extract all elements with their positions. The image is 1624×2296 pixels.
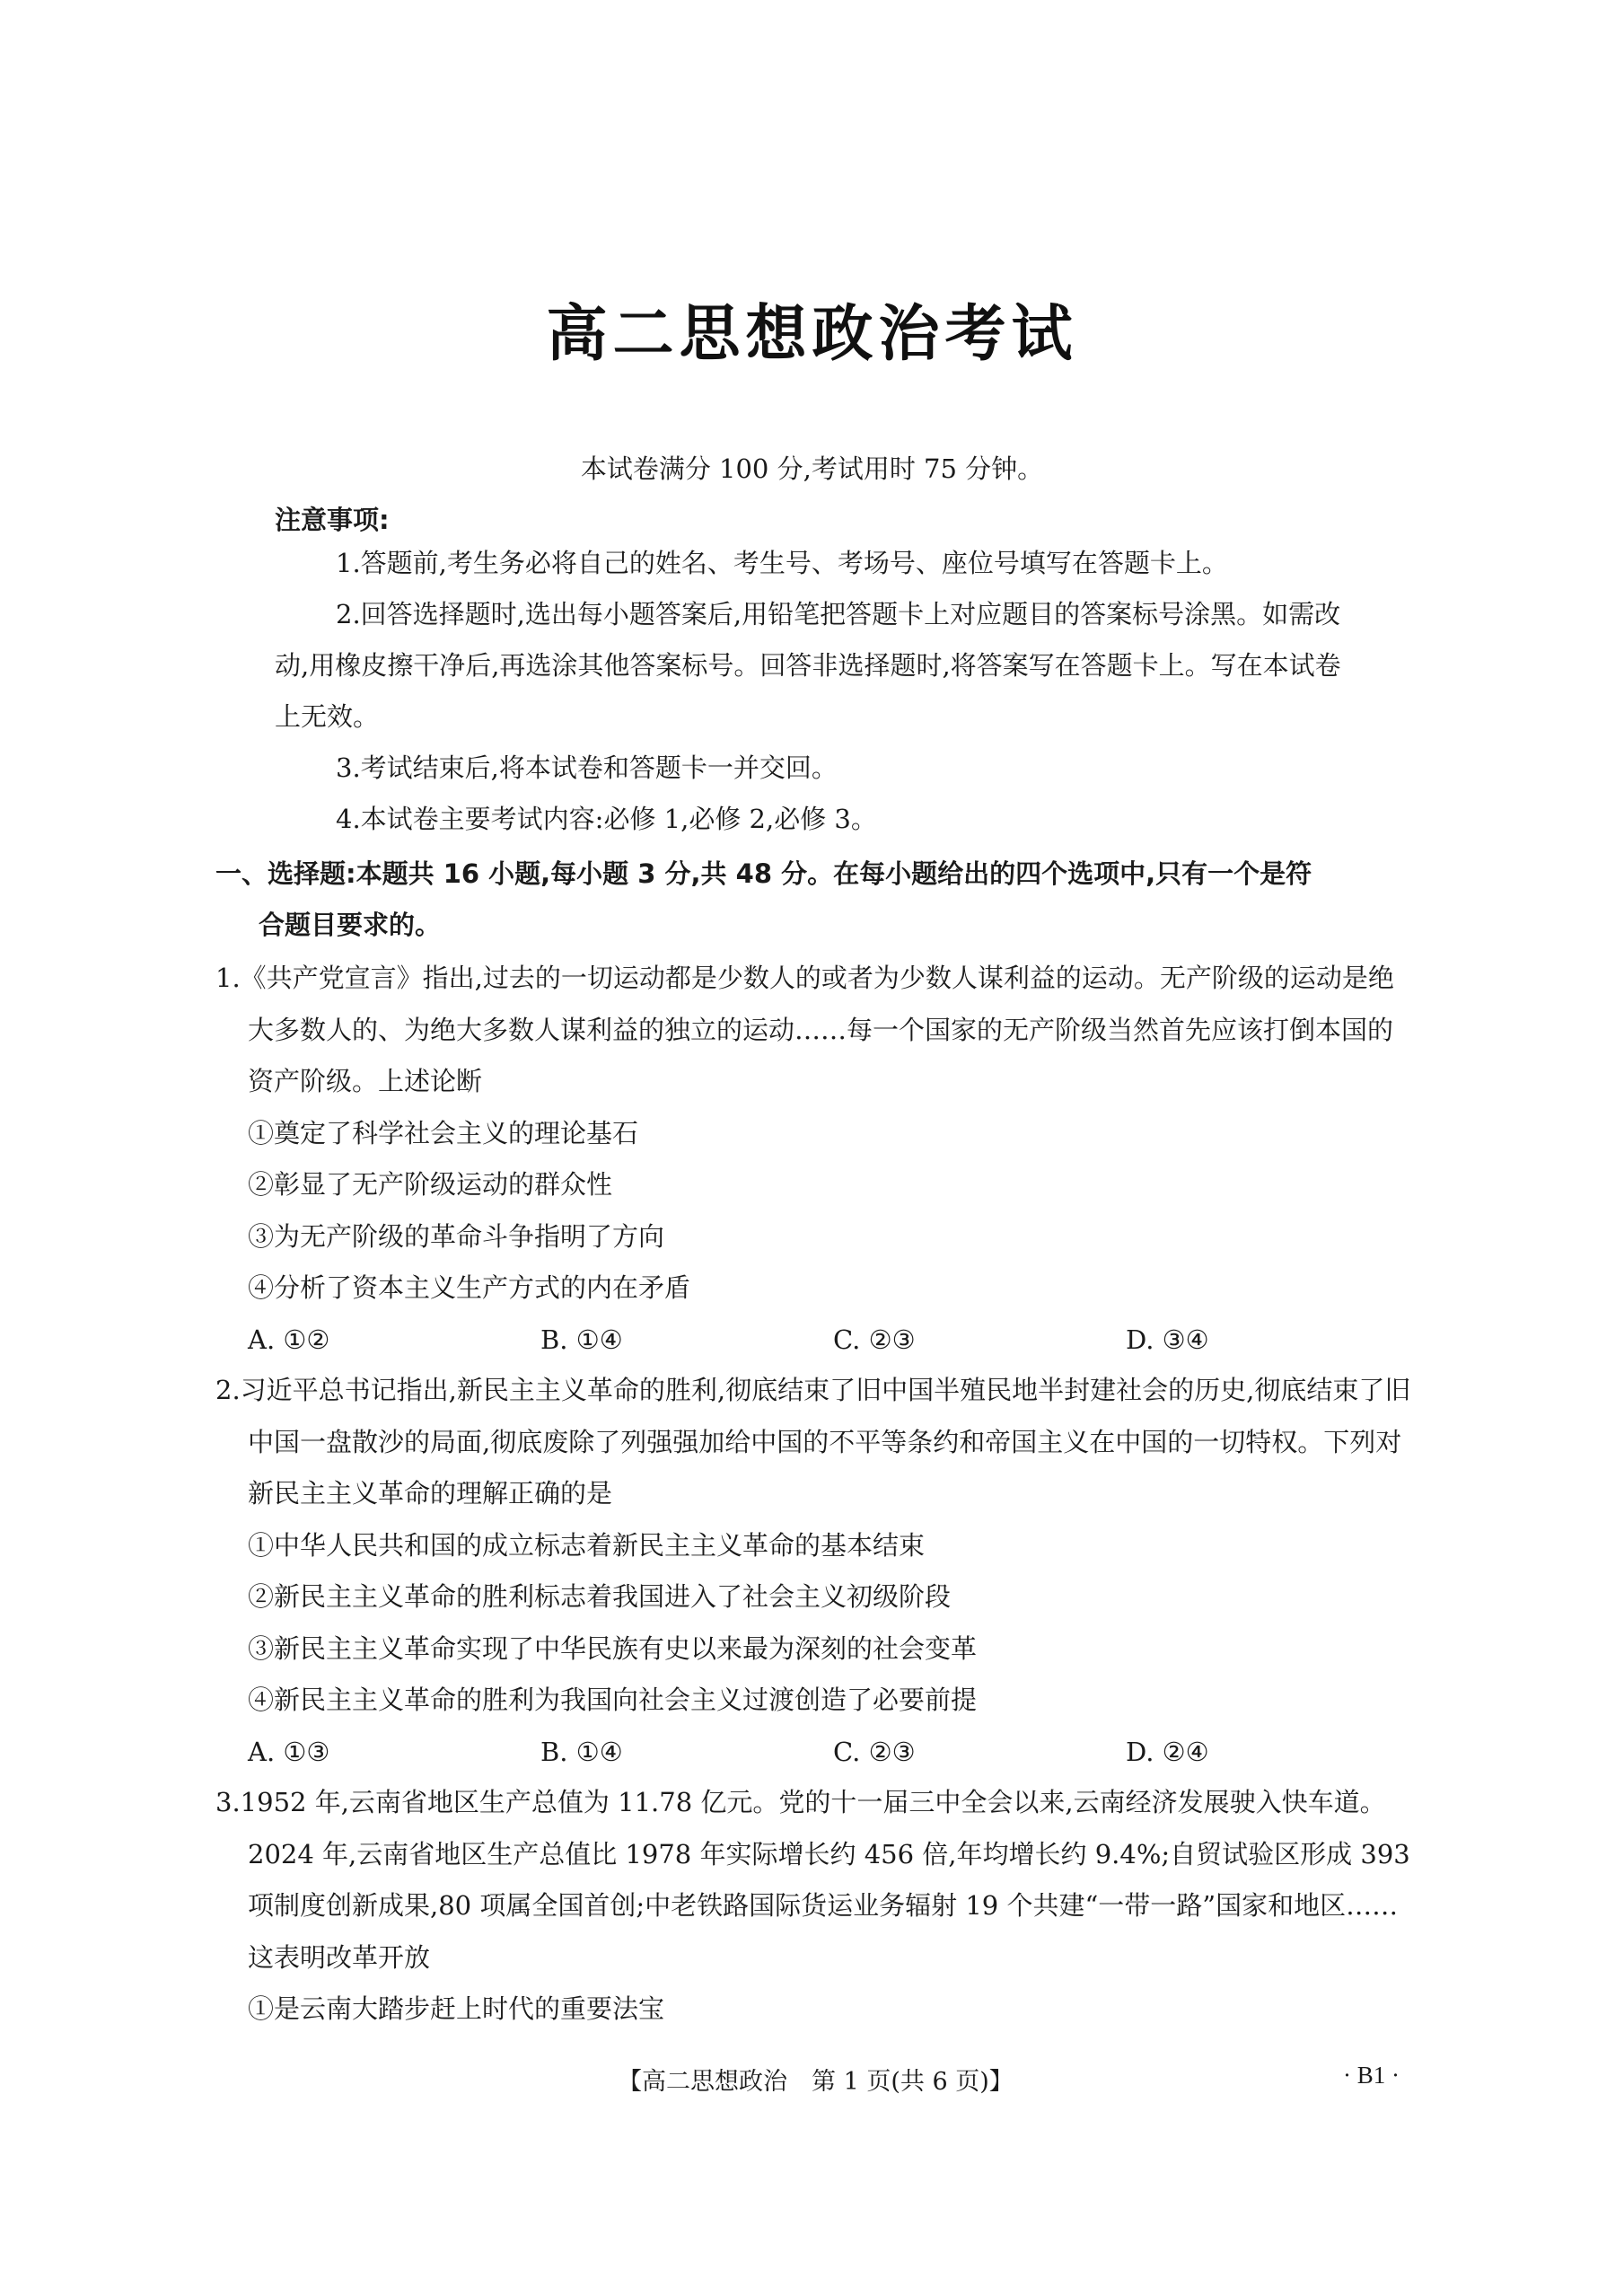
statement-item: ③新民主主义革命实现了中华民族有史以来最为深刻的社会变革 — [248, 1632, 978, 1664]
section-heading-line: 一、选择题:本题共 16 小题,每小题 3 分,共 48 分。在每小题给出的四个选项中,只有一个是符 — [215, 858, 1312, 889]
option-d: D. ②④ — [1126, 1736, 1209, 1767]
option-c: C. ②③ — [833, 1736, 916, 1767]
question-stem: 2.习近平总书记指出,新民主主义革命的胜利,彻底结束了旧中国半殖民地半封建社会的历史,彻底结束了旧中国一盘散沙的局面,彻底废除了列强强加给中国的不平等条约和帝国主义在中国的一切特权。下列对新民主主义革命的理解正确的是 — [215, 1375, 1411, 1509]
option-b: B. ①④ — [540, 1324, 623, 1355]
notice-item: 4.本试卷主要考试内容:必修 1,必修 2,必修 3。 — [336, 804, 877, 834]
option-a: A. ①③ — [248, 1736, 330, 1767]
question-stem: 1.《共产党宣言》指出,过去的一切运动都是少数人的或者为少数人谋利益的运动。无产阶级的运动是绝大多数人的、为绝大多数人谋利益的独立的运动……每一个国家的无产阶级当然首先应该打倒本国的资产阶级。上述论断 — [215, 963, 1394, 1096]
question-1 — [215, 953, 1418, 1366]
notice-list — [275, 538, 1348, 845]
section-heading-line: 合题目要求的。 — [259, 910, 442, 940]
notice-item: 2.回答选择题时,选出每小题答案后,用铅笔把答题卡上对应题目的答案标号涂黑。如需改动,用橡皮擦干净后,再选涂其他答案标号。回答非选择题时,将答案写在答题卡上。写在本试卷上无效。 — [275, 599, 1341, 732]
question-2 — [215, 1365, 1418, 1778]
option-b: B. ①④ — [540, 1736, 623, 1767]
answer-options — [215, 1727, 1418, 1779]
statement-item: ②新民主主义革命的胜利标志着我国进入了社会主义初级阶段 — [248, 1581, 952, 1612]
statement-item: ①是云南大踏步赶上时代的重要法宝 — [248, 1993, 665, 2024]
statement-item: ①中华人民共和国的成立标志着新民主主义革命的基本结束 — [248, 1529, 926, 1561]
answer-options — [215, 1315, 1418, 1367]
question-stem: 3.1952 年,云南省地区生产总值为 11.78 亿元。党的十一届三中全会以来,云南经济发展驶入快车道。2024 年,云南省地区生产总值比 1978 年实际增长约 456 倍,年均增长约 9.4%;自贸试验区形成 393 项制度创新成果,80 项属全国首创;中老铁路国际货运业务辐射 19 个共建“一带一路”国家和地区……这表明改革开放 — [215, 1787, 1410, 1973]
statement-item: ④分析了资本主义生产方式的内在矛盾 — [248, 1272, 691, 1303]
notice-heading: 注意事项: — [275, 505, 390, 535]
statement-item: ①奠定了科学社会主义的理论基石 — [248, 1117, 639, 1148]
section-heading — [215, 849, 1418, 951]
page-title: 高二思想政治考试 — [546, 299, 1078, 370]
statement-item: ④新民主主义革命的胜利为我国向社会主义过渡创造了必要前提 — [248, 1685, 978, 1715]
question-3 — [215, 1777, 1418, 2036]
option-d: D. ③④ — [1126, 1324, 1209, 1355]
footer-page-label: 【高二思想政治 第 1 页(共 6 页)】 — [618, 2068, 1014, 2096]
option-a: A. ①② — [248, 1324, 330, 1355]
statement-item: ②彰显了无产阶级运动的群众性 — [248, 1169, 613, 1200]
notice-item: 3.考试结束后,将本试卷和答题卡一并交回。 — [336, 752, 838, 783]
footer-code: · B1 · — [1343, 2062, 1400, 2089]
statement-item: ③为无产阶级的革命斗争指明了方向 — [248, 1220, 665, 1252]
notice-item: 1.答题前,考生务必将自己的姓名、考生号、考场号、座位号填写在答题卡上。 — [336, 548, 1228, 578]
option-c: C. ②③ — [833, 1324, 916, 1355]
exam-subtitle: 本试卷满分 100 分,考试用时 75 分钟。 — [580, 453, 1044, 484]
